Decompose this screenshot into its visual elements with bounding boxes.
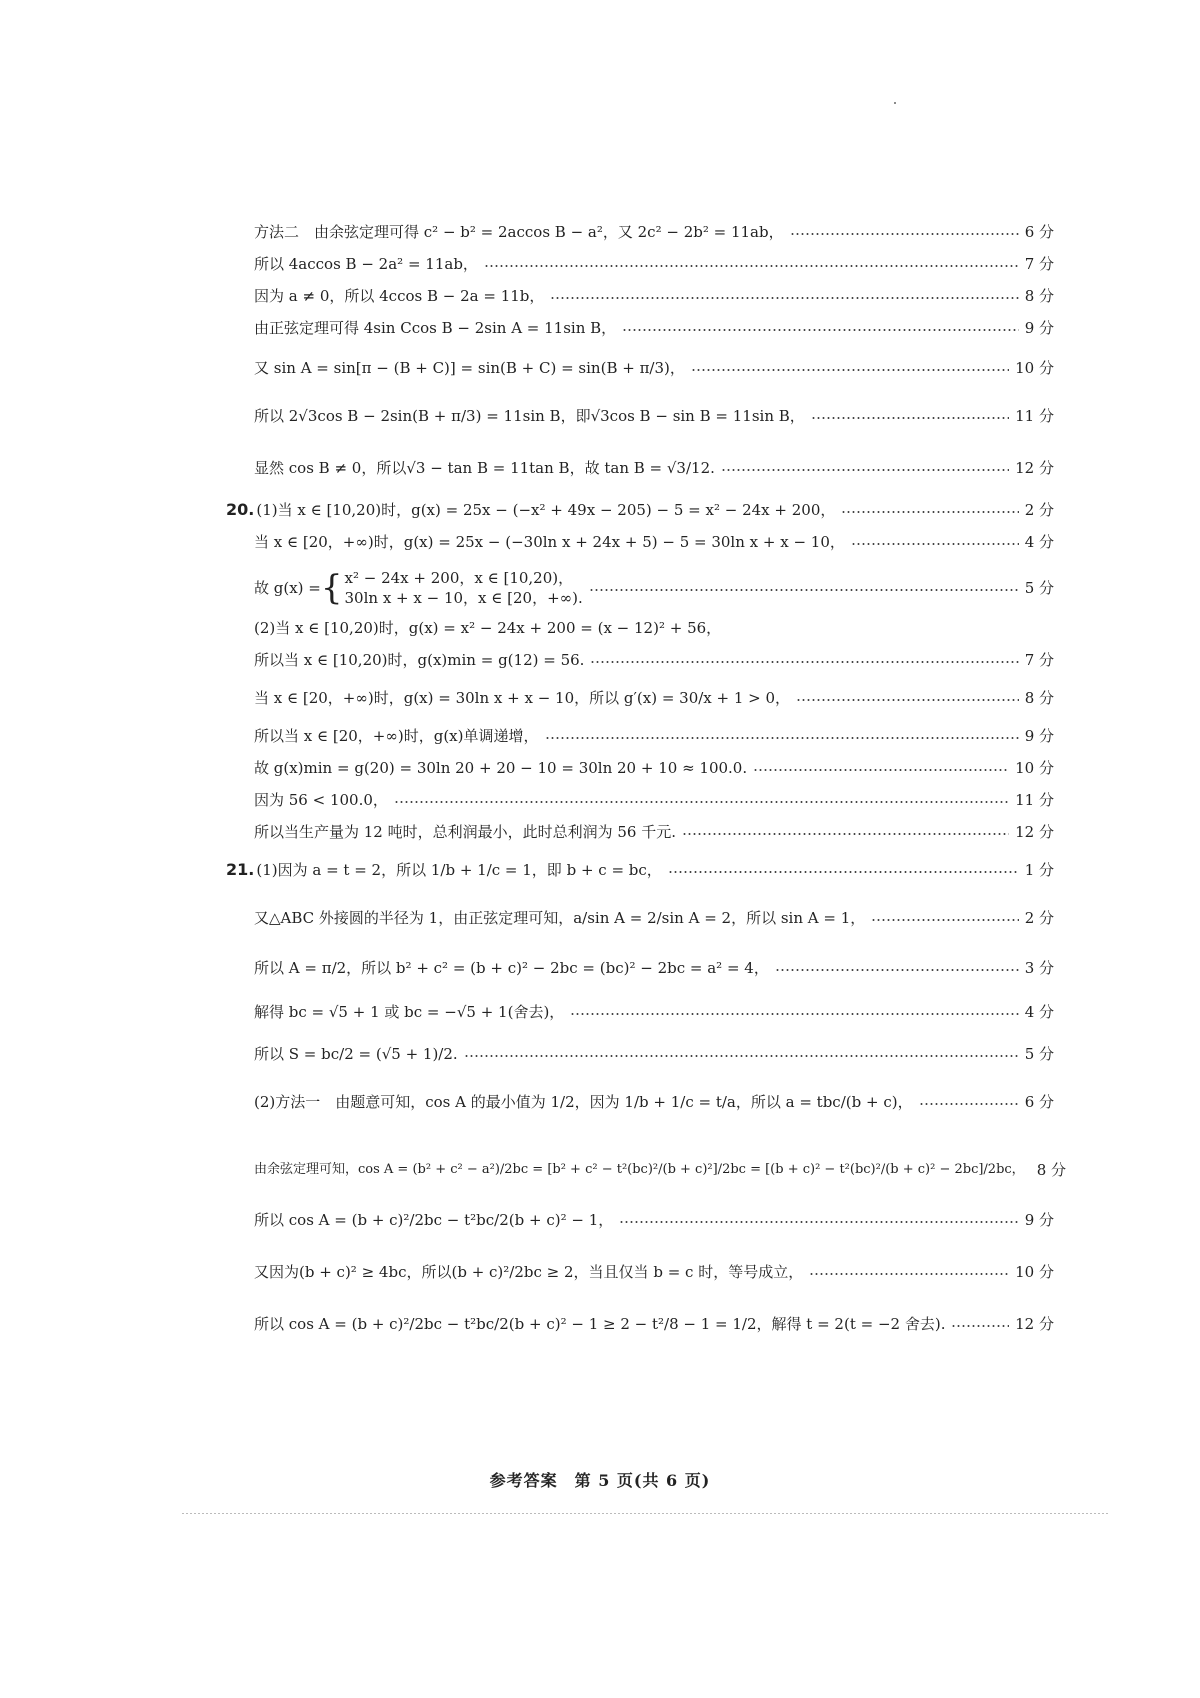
score: 12 分 xyxy=(1015,459,1054,477)
line-text: 所以 4accos B − 2a² = 11ab， xyxy=(254,255,478,273)
score: 8 分 xyxy=(1036,1161,1066,1179)
score: 2 分 xyxy=(1024,501,1054,519)
dot-leader xyxy=(484,265,1019,267)
case-2: 30ln x + x − 10，x ∈ [20，+∞). xyxy=(344,589,583,607)
scan-dot xyxy=(894,102,896,104)
line-text: 因为 a ≠ 0，所以 4ccos B − 2a = 11b， xyxy=(254,287,545,305)
dot-leader xyxy=(753,769,1009,771)
dot-leader xyxy=(590,661,1018,663)
dot-leader xyxy=(721,469,1009,471)
score: 9 分 xyxy=(1024,319,1054,337)
dot-leader xyxy=(570,1013,1018,1015)
score: 5 分 xyxy=(1024,1045,1054,1063)
score: 12 分 xyxy=(1015,1315,1054,1333)
score: 6 分 xyxy=(1024,1093,1054,1111)
answer-line xyxy=(254,618,1054,638)
dot-leader xyxy=(394,801,1009,803)
score: 9 分 xyxy=(1024,1211,1054,1229)
score: 4 分 xyxy=(1024,1003,1054,1021)
bottom-divider xyxy=(182,1513,1110,1514)
line-text: 所以 2√3cos B − 2sin(B + π/3) = 11sin B，即√3cos B − sin B = 11sin B， xyxy=(254,407,805,425)
line-text: 所以当生产量为 12 吨时，总利润最小，此时总利润为 56 千元. xyxy=(254,823,677,841)
dot-leader xyxy=(841,511,1018,513)
dot-leader xyxy=(691,369,1009,371)
answer-line xyxy=(254,758,1054,778)
answer-line xyxy=(254,1002,1054,1022)
dot-leader xyxy=(682,833,1009,835)
score: 10 分 xyxy=(1015,359,1054,377)
score: 10 分 xyxy=(1015,759,1054,777)
answer-line xyxy=(254,958,1054,978)
line-text: 所以 S = bc/2 = (√5 + 1)/2. xyxy=(254,1045,458,1063)
piecewise-cases xyxy=(345,568,583,608)
score: 7 分 xyxy=(1024,255,1054,273)
question-number: 20. xyxy=(226,500,255,519)
line-text: 因为 56 < 100.0， xyxy=(254,791,388,809)
line-text: 所以 cos A = (b + c)²/2bc − t²bc/2(b + c)² − 1， xyxy=(254,1211,614,1229)
score: 9 分 xyxy=(1024,727,1054,745)
answer-line xyxy=(254,726,1054,746)
dot-leader xyxy=(589,589,1019,591)
answer-line xyxy=(254,532,1054,552)
answer-line xyxy=(254,458,1054,478)
line-text: 显然 cos B ≠ 0，所以√3 − tan B = 11tan B，故 tan B = √3/12. xyxy=(254,459,715,477)
dot-leader xyxy=(851,543,1019,545)
answer-line xyxy=(254,406,1054,426)
line-text: 所以 cos A = (b + c)²/2bc − t²bc/2(b + c)² − 1 ≥ 2 − t²/8 − 1 = 1/2，解得 t = 2(t = −2 舍去). xyxy=(254,1315,946,1333)
score: 8 分 xyxy=(1024,287,1054,305)
dot-leader xyxy=(775,969,1019,971)
score: 5 分 xyxy=(1024,579,1054,597)
dot-leader xyxy=(464,1055,1019,1057)
question-20-line xyxy=(226,500,1054,520)
dot-leader xyxy=(919,1103,1019,1105)
answer-line xyxy=(254,1314,1054,1334)
score: 10 分 xyxy=(1015,1263,1054,1281)
score: 11 分 xyxy=(1015,407,1054,425)
line-text: 故 g(x)min = g(20) = 30ln 20 + 20 − 10 = 30ln 20 + 10 ≈ 100.0. xyxy=(254,759,748,777)
case-1: x² − 24x + 200，x ∈ [10,20)， xyxy=(344,569,574,587)
line-text: (2)方法一 由题意可知，cos A 的最小值为 1/2，因为 1/b + 1/c = t/a，所以 a = tbc/(b + c)， xyxy=(254,1093,913,1111)
dot-leader xyxy=(545,737,1019,739)
brace-symbol: { xyxy=(320,568,343,608)
line-text: 解得 bc = √5 + 1 或 bc = −√5 + 1(舍去)， xyxy=(254,1003,565,1021)
answer-line xyxy=(254,688,1054,708)
question-number: 21. xyxy=(226,860,255,879)
line-text: (1)因为 a = t = 2，所以 1/b + 1/c = 1，即 b + c = bc， xyxy=(256,861,662,879)
answer-line xyxy=(254,1092,1054,1112)
dot-leader xyxy=(796,699,1019,701)
line-text: 又 sin A = sin[π − (B + C)] = sin(B + C) = sin(B + π/3)， xyxy=(254,359,685,377)
dot-leader xyxy=(668,871,1019,873)
answer-line xyxy=(254,1210,1054,1230)
line-text: 所以当 x ∈ [20，+∞)时，g(x)单调递增， xyxy=(254,727,539,745)
dot-leader xyxy=(619,1221,1018,1223)
answer-line xyxy=(254,908,1054,928)
line-text: 故 g(x) = xyxy=(254,579,321,597)
line-text: 所以 A = π/2，所以 b² + c² = (b + c)² − 2bc = (bc)² − 2bc = a² = 4， xyxy=(254,959,769,977)
score: 1 分 xyxy=(1024,861,1054,879)
score: 6 分 xyxy=(1024,223,1054,241)
dot-leader xyxy=(790,233,1019,235)
answer-line xyxy=(254,1044,1054,1064)
answer-line xyxy=(254,318,1054,338)
answer-line xyxy=(254,790,1054,810)
line-text: 又因为(b + c)² ≥ 4bc，所以(b + c)²/2bc ≥ 2，当且仅当 b = c 时，等号成立， xyxy=(254,1263,804,1281)
line-text: (2)当 x ∈ [10,20)时，g(x) = x² − 24x + 200 = (x − 12)² + 56， xyxy=(254,619,722,637)
answer-line xyxy=(254,254,1054,274)
line-text: 由正弦定理可得 4sin Ccos B − 2sin A = 11sin B， xyxy=(254,319,617,337)
dot-leader xyxy=(951,1325,1009,1327)
answer-line xyxy=(254,1262,1054,1282)
dot-leader xyxy=(871,919,1018,921)
piecewise-line xyxy=(254,566,1054,610)
question-21-line xyxy=(226,860,1054,880)
line-text: (1)当 x ∈ [10,20)时，g(x) = 25x − (−x² + 49x − 205) − 5 = x² − 24x + 200， xyxy=(256,501,836,519)
line-text: 又△ABC 外接圆的半径为 1，由正弦定理可知，a/sin A = 2/sin A = 2，所以 sin A = 1， xyxy=(254,909,866,927)
score: 3 分 xyxy=(1024,959,1054,977)
answer-line xyxy=(254,358,1054,378)
answer-line xyxy=(254,1160,1066,1180)
score: 11 分 xyxy=(1015,791,1054,809)
line-text: 方法二 由余弦定理可得 c² − b² = 2accos B − a²，又 2c² − 2b² = 11ab， xyxy=(254,223,784,241)
line-text: 由余弦定理可知，cos A = (b² + c² − a²)/2bc = [b² + c² − t²(bc)²/(b + c)²]/2bc = [(b + c)² − t²(bc)²/(b + c)² − 2bc]/2bc， xyxy=(254,1162,1025,1177)
score: 4 分 xyxy=(1024,533,1054,551)
dot-leader xyxy=(550,297,1018,299)
score: 7 分 xyxy=(1024,651,1054,669)
line-text: 所以当 x ∈ [10,20)时，g(x)min = g(12) = 56. xyxy=(254,651,585,669)
answer-line xyxy=(254,650,1054,670)
answer-line xyxy=(254,286,1054,306)
answer-line xyxy=(254,222,1054,242)
line-text: 当 x ∈ [20，+∞)时，g(x) = 25x − (−30ln x + 24x + 5) − 5 = 30ln x + x − 10， xyxy=(254,533,845,551)
score: 8 分 xyxy=(1024,689,1054,707)
dot-leader xyxy=(811,417,1009,419)
line-text: 当 x ∈ [20，+∞)时，g(x) = 30ln x + x − 10，所以 g′(x) = 30/x + 1 > 0， xyxy=(254,689,791,707)
score: 2 分 xyxy=(1024,909,1054,927)
dot-leader xyxy=(809,1273,1009,1275)
dot-leader xyxy=(622,329,1019,331)
score: 12 分 xyxy=(1015,823,1054,841)
answer-line xyxy=(254,822,1054,842)
page-footer: 参考答案 第 5 页(共 6 页) xyxy=(489,1471,711,1490)
